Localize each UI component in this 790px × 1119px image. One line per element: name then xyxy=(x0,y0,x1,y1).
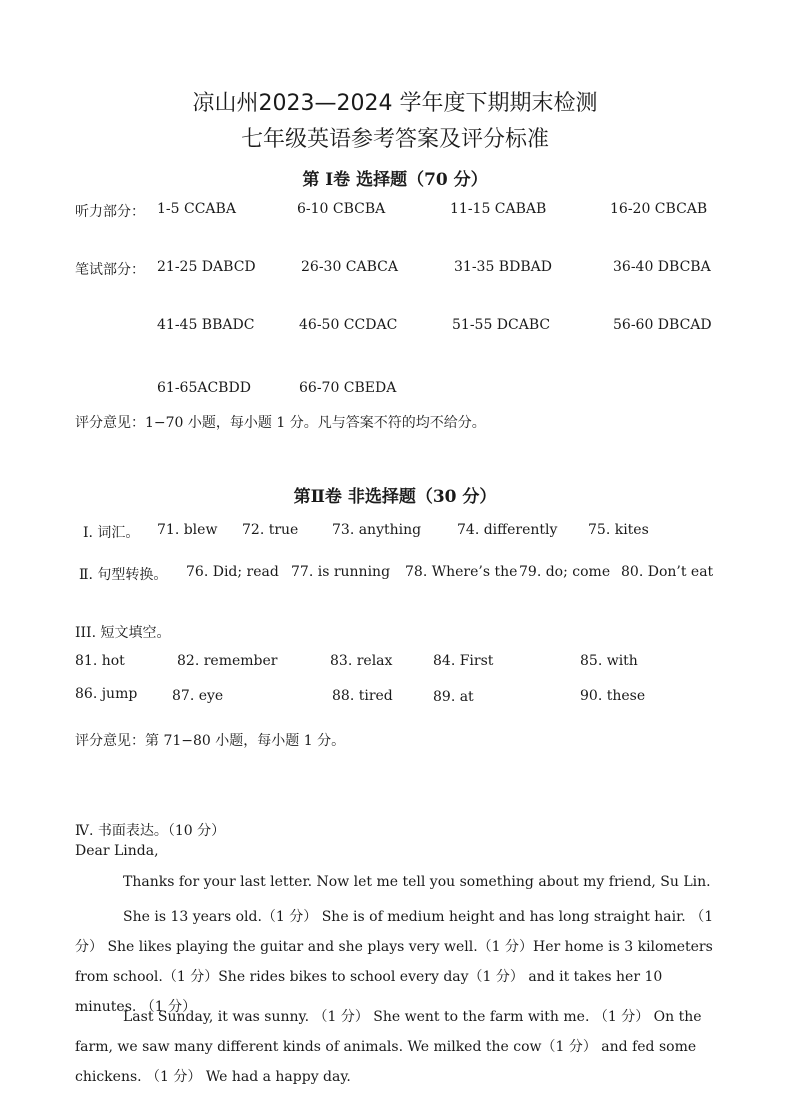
answer-item: 75. kites xyxy=(588,522,649,538)
answer-item: 73. anything xyxy=(332,522,422,538)
answer-item: 88. tired xyxy=(332,688,393,704)
answer-group: 61-65ACBDD xyxy=(157,380,251,396)
answer-group: 41-45 BBADC xyxy=(157,317,255,333)
answer-group: 16-20 CBCAB xyxy=(610,201,708,217)
answer-item: 74. differently xyxy=(457,522,558,538)
grading-note-part2: 评分意见：第 71−80 小题，每小题 1 分。 xyxy=(75,733,346,749)
answer-item: 86. jump xyxy=(75,686,138,702)
answer-item: 82. remember xyxy=(177,653,278,669)
title-line-2: 七年级英语参考答案及评分标准 xyxy=(240,127,549,152)
answer-group: 46-50 CCDAC xyxy=(299,317,398,333)
essay-paragraph: Thanks for your last letter. Now let me tell you something about my friend, Su Lin. xyxy=(123,874,711,890)
title-line-1: 凉山州2023—2024 学年度下期期末检测 xyxy=(192,91,598,116)
vocab-label: Ⅰ. 词汇。 xyxy=(83,525,140,541)
answer-group: 36-40 DBCBA xyxy=(613,259,711,275)
answer-item: 79. do; come xyxy=(519,564,611,580)
answer-item: 78. Where’s the xyxy=(405,564,518,580)
answer-item: 89. at xyxy=(433,689,474,705)
answer-group: 66-70 CBEDA xyxy=(299,380,397,396)
answer-item: 72. true xyxy=(242,522,299,538)
essay-paragraph: She is 13 years old.（1 分） She is of medium height and has long straight hair. （1 分） She likes playing the guitar and she plays very well.（1 分）Her home is 3 kilometers from school.（1 分）She rides bikes to school every day（1 分） and it takes her 10 minutes. （1 分） xyxy=(75,909,714,1015)
answer-item: 71. blew xyxy=(157,522,218,538)
answer-group: 21-25 DABCD xyxy=(157,259,256,275)
essay-paragraph: Last Sunday, it was sunny. （1 分） She went to the farm with me. （1 分） On the farm, we saw many different kinds of animals. We milked the cow（1 分） and fed some chickens. （1 分） We had a happy day. xyxy=(75,1009,702,1085)
answer-item: 81. hot xyxy=(75,653,125,669)
answer-group: 56-60 DBCAD xyxy=(613,317,712,333)
listening-label: 听力部分： xyxy=(75,204,145,220)
answer-item: 83. relax xyxy=(330,653,393,669)
cloze-label: III. 短文填空。 xyxy=(75,625,171,641)
answer-item: 77. is running xyxy=(291,564,391,580)
answer-item: 76. Did; read xyxy=(186,564,279,580)
answer-item: 80. Don’t eat xyxy=(621,564,714,580)
part2-heading: 第Ⅱ卷 非选择题（30 分） xyxy=(293,487,497,507)
writing-label: 笔试部分： xyxy=(75,262,145,278)
answer-group: 1-5 CCABA xyxy=(157,201,236,217)
essay-label: Ⅳ. 书面表达。（10 分） xyxy=(75,823,226,839)
grading-note-part1: 评分意见：1−70 小题，每小题 1 分。凡与答案不符的均不给分。 xyxy=(75,415,486,431)
answer-group: 51-55 DCABC xyxy=(452,317,551,333)
essay-greeting: Dear Linda, xyxy=(75,843,159,859)
part1-heading: 第 Ⅰ卷 选择题（70 分） xyxy=(302,170,488,190)
answer-item: 87. eye xyxy=(172,688,224,704)
answer-group: 11-15 CABAB xyxy=(450,201,547,217)
answer-item: 90. these xyxy=(580,688,646,704)
answer-group: 31-35 BDBAD xyxy=(454,259,552,275)
answer-item: 84. First xyxy=(433,653,494,669)
answer-item: 85. with xyxy=(580,653,638,669)
answer-group: 26-30 CABCA xyxy=(301,259,399,275)
transform-label: Ⅱ. 句型转换。 xyxy=(79,567,168,583)
answer-group: 6-10 CBCBA xyxy=(297,201,386,217)
